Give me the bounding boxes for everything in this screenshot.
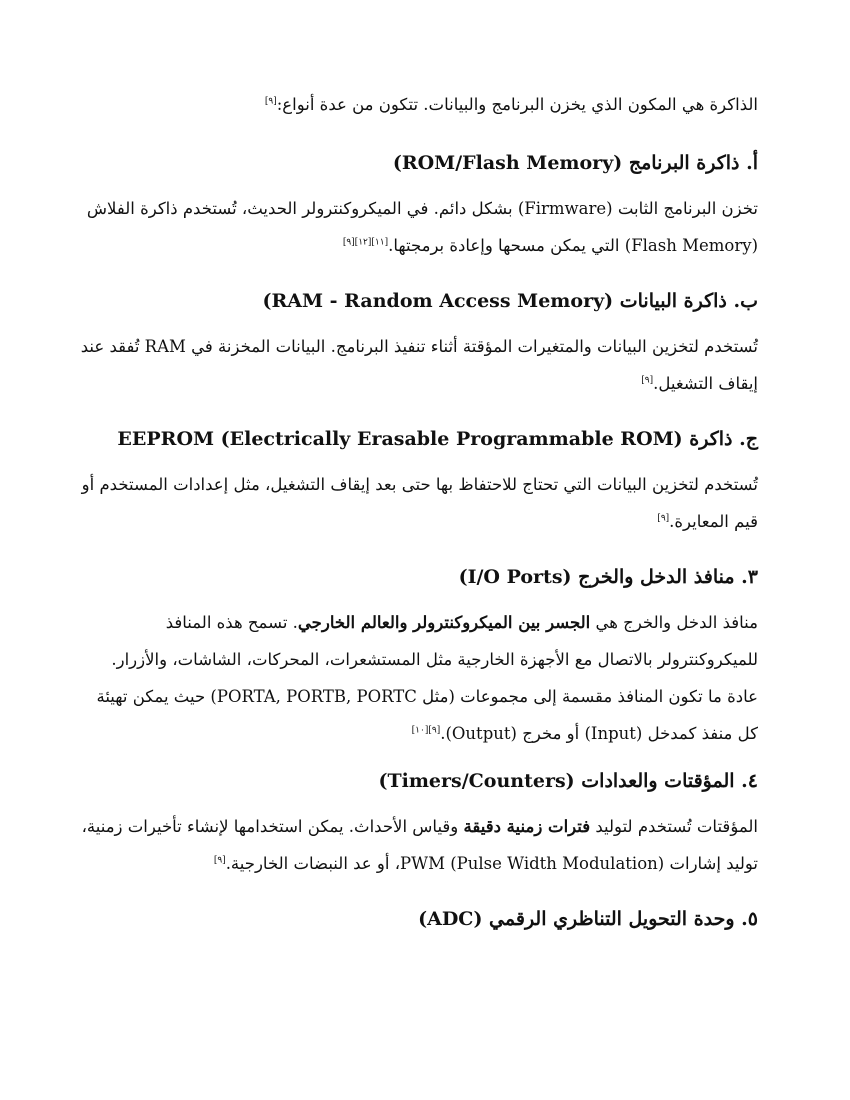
paragraph-bold-text: فترات زمنية دقيقة xyxy=(463,817,591,836)
heading-io-ports: ٣. منافذ الدخل والخرج (I/O Ports) xyxy=(458,566,758,588)
paragraph-io-ports xyxy=(78,604,758,752)
paragraph-timers xyxy=(78,808,758,882)
heading-timers: ٤. المؤقتات والعدادات (Timers/Counters) xyxy=(378,770,758,792)
paragraph-text: تخزن البرنامج الثابت (Firmware) بشكل دائم. في الميكروكنترولر الحديث، تُستخدم ذاكرة الفلاش (Flash Memory) التي يمكن مسحها وإعادة برمجتها. xyxy=(86,199,758,255)
paragraph-program-memory xyxy=(78,190,758,264)
paragraph-text-end: وقياس الأحداث. يمكن استخدامها لإنشاء تأخيرات زمنية، توليد إشارات PWM (Pulse Width Modulation)، أو عد النبضات الخارجية. xyxy=(81,817,758,873)
intro-paragraph xyxy=(78,86,758,123)
paragraph-eeprom xyxy=(78,466,758,540)
paragraph-text-start: منافذ الدخل والخرج هي xyxy=(590,613,758,632)
citation-refs[interactable]: [٩][١٠] xyxy=(411,725,441,736)
citation-refs[interactable]: [١١][١٢][٩] xyxy=(342,237,389,248)
heading-data-memory: ب. ذاكرة البيانات (RAM - Random Access Memory) xyxy=(262,290,758,312)
heading-adc: ٥. وحدة التحويل التناظري الرقمي (ADC) xyxy=(418,908,758,930)
citation-refs[interactable]: [٩] xyxy=(657,513,670,524)
citation-refs[interactable]: [٩] xyxy=(641,375,654,386)
citation-refs[interactable]: [٩] xyxy=(213,855,226,866)
citation-ref[interactable]: [٩] xyxy=(264,96,277,107)
paragraph-bold-text: الجسر بين الميكروكنترولر والعالم الخارجي xyxy=(297,613,591,632)
paragraph-text-start: المؤقتات تُستخدم لتوليد xyxy=(590,817,758,836)
intro-text: الذاكرة هي المكون الذي يخزن البرنامج والبيانات. تتكون من عدة أنواع: xyxy=(276,95,758,114)
paragraph-data-memory xyxy=(78,328,758,402)
paragraph-text: تُستخدم لتخزين البيانات والمتغيرات المؤقتة أثناء تنفيذ البرنامج. البيانات المخزنة في RAM تُفقد عند إيقاف التشغيل. xyxy=(80,337,758,393)
paragraph-text: تُستخدم لتخزين البيانات التي تحتاج للاحتفاظ بها حتى بعد إيقاف التشغيل، مثل إعدادات المستخدم أو قيم المعايرة. xyxy=(81,475,758,531)
paragraph-text-end: . تسمح هذه المنافذ للميكروكنترولر بالاتصال مع الأجهزة الخارجية مثل المستشعرات، المحركات، الشاشات، والأزرار. عادة ما تكون المنافذ مقسمة إلى مجموعات (مثل PORTA, PORTB, PORTC) حيث يمكن تهيئة كل منفذ كمدخل (Input) أو مخرج (Output). xyxy=(96,613,758,743)
heading-eeprom: ج. ذاكرة EEPROM (Electrically Erasable Programmable ROM) xyxy=(117,428,758,450)
heading-program-memory: أ. ذاكرة البرنامج (ROM/Flash Memory) xyxy=(392,152,758,174)
